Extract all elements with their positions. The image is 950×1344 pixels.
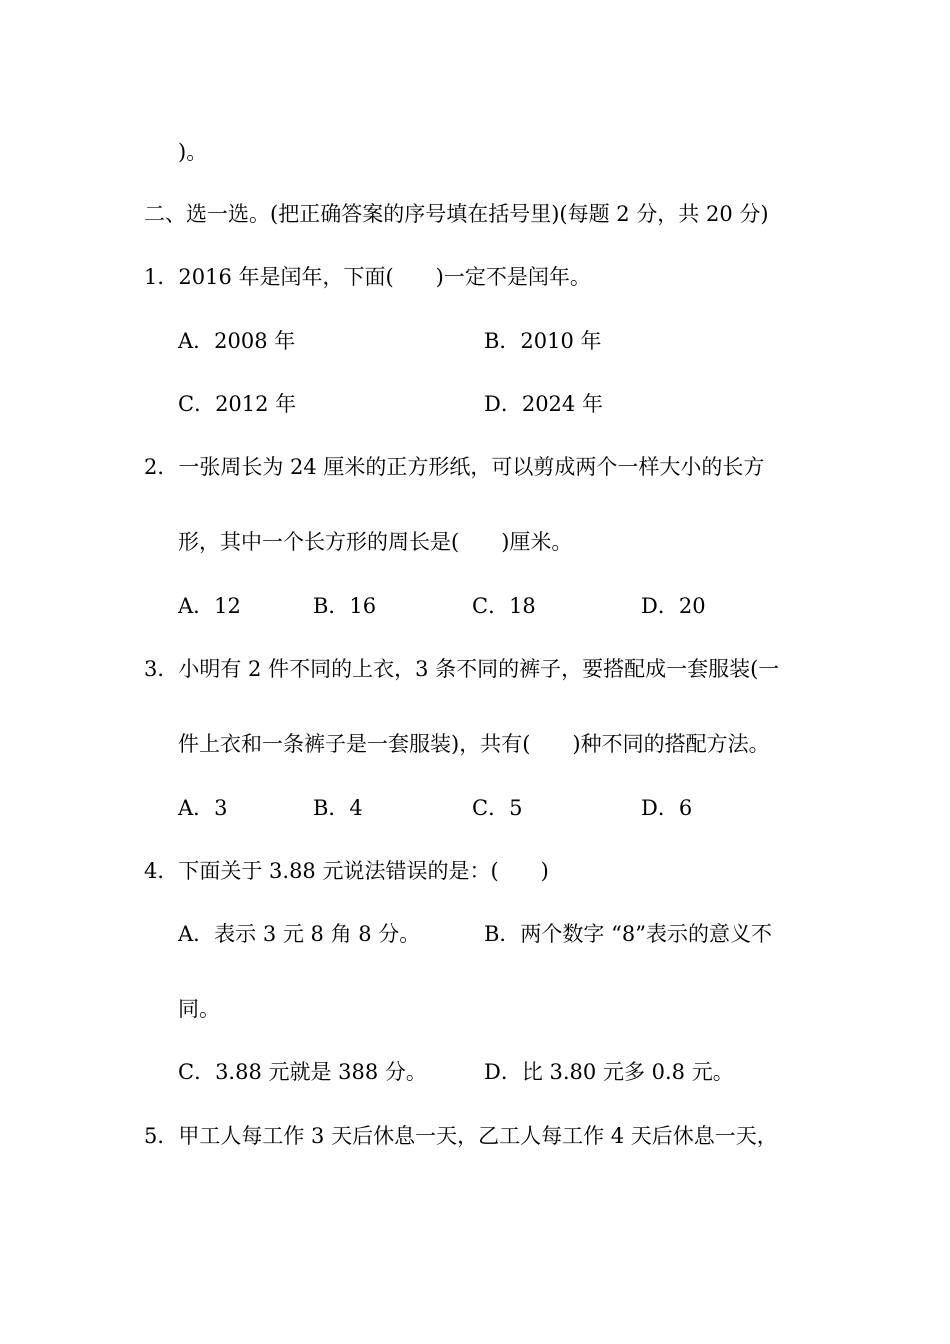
question-1-option-a: A．2008 年 bbox=[178, 329, 296, 353]
question-4-option-b-continuation: 同。 bbox=[178, 997, 220, 1021]
question-2-option-d: D．20 bbox=[641, 594, 706, 618]
question-1-option-d: D．2024 年 bbox=[484, 392, 603, 416]
question-4-text: 4．下面关于 3.88 元说法错误的是：( ) bbox=[144, 859, 549, 883]
continuation-text: )。 bbox=[178, 140, 208, 164]
question-2-option-a: A．12 bbox=[178, 594, 241, 618]
question-1-text: 1．2016 年是闰年，下面( )一定不是闰年。 bbox=[144, 265, 591, 289]
question-4-option-d: D．比 3.80 元多 0.8 元。 bbox=[484, 1060, 734, 1084]
question-2-text-line-2: 形，其中一个长方形的周长是( )厘米。 bbox=[178, 530, 573, 554]
question-3-option-c: C．5 bbox=[472, 796, 523, 820]
question-2-text-line-1: 2．一张周长为 24 厘米的正方形纸，可以剪成两个一样大小的长方 bbox=[144, 455, 765, 479]
question-4-option-c: C．3.88 元就是 388 分。 bbox=[178, 1060, 427, 1084]
question-2-option-c: C．18 bbox=[472, 594, 536, 618]
section-heading: 二、选一选。(把正确答案的序号填在括号里)(每题 2 分，共 20 分) bbox=[144, 202, 769, 226]
question-3-option-b: B．4 bbox=[313, 796, 363, 820]
question-4-option-b: B．两个数字 “8”表示的意义不 bbox=[484, 922, 772, 946]
question-1-option-b: B．2010 年 bbox=[484, 329, 602, 353]
question-2-option-b: B．16 bbox=[313, 594, 377, 618]
question-3-option-a: A．3 bbox=[178, 796, 228, 820]
question-5-text: 5．甲工人每工作 3 天后休息一天，乙工人每工作 4 天后休息一天， bbox=[144, 1124, 778, 1148]
question-3-text-line-1: 3．小明有 2 件不同的上衣，3 条不同的裤子，要搭配成一套服装(一 bbox=[144, 657, 780, 681]
question-3-text-line-2: 件上衣和一条裤子是一套服装)，共有( )种不同的搭配方法。 bbox=[178, 732, 770, 756]
question-1-option-c: C．2012 年 bbox=[178, 392, 297, 416]
question-3-option-d: D．6 bbox=[641, 796, 693, 820]
question-4-option-a: A．表示 3 元 8 角 8 分。 bbox=[178, 922, 421, 946]
